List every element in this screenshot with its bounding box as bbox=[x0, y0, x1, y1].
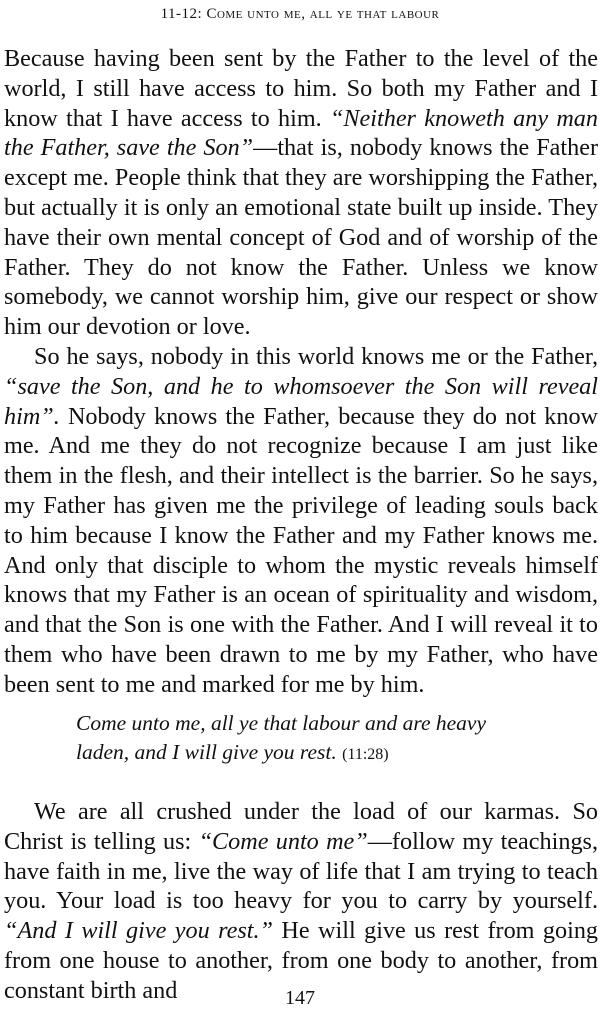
paragraph-1 bbox=[4, 44, 598, 342]
paragraph-3-quote-b: “And I will give you rest.” bbox=[4, 917, 273, 945]
paragraph-1-text-b: —that is, nobody knows the Father except me. People think that they are worshipping the Father, but actually it is only an emotional state built up inside. They have their own mental concept of God and of worship of the Father. They do not know the Father. Unless we know somebody, we cannot worship him, give our respect or show him our devotion or love. bbox=[4, 134, 598, 341]
scripture-quote bbox=[76, 709, 556, 769]
main-text bbox=[4, 44, 598, 700]
paragraph-3-text-a: We are all crushed under the load of our karmas. So Christ is telling us: bbox=[4, 798, 598, 855]
paragraph-2-text-a: So he says, nobody in this world knows me or the Father, bbox=[34, 342, 598, 370]
paragraph-2-text-b: Nobody knows the Father, because they do not know me. And me they do not recognize because I am just like them in the flesh, and their intellect is the barrier. So he says, my Father has given me the privilege of leading souls back to him because I know the Father and my Father knows me. And only that disciple to whom the mystic reveals himself knows that my Father is an ocean of spirituality and wisdom, and that the Son is one with the Father. And I will reveal it to them who have been drawn to me by my Father, who have been sent to me and marked for me by him. bbox=[4, 402, 598, 698]
paragraph-2 bbox=[4, 342, 598, 700]
main-text-continued bbox=[4, 797, 598, 1006]
quote-line-2 bbox=[76, 738, 556, 769]
running-header: 11-12: Come unto me, all ye that labour bbox=[160, 6, 440, 22]
paragraph-3-text-c: He will give us rest from going from one house to another, from one body to another, from constant birth and bbox=[4, 917, 599, 1004]
paragraph-1-text-a: Because having been sent by the Father to the level of the world, I still have access to him. So both my Father and I know that I have access to him. bbox=[4, 45, 598, 132]
quote-reference: (11:28) bbox=[342, 746, 389, 763]
quote-line-1: Come unto me, all ye that labour and are heavy bbox=[76, 711, 487, 735]
paragraph-3-text-b: —follow my teachings, have faith in me, live the way of life that I am trying to teach you. Your load is too heavy for you to carry by yourself. bbox=[4, 827, 598, 915]
paragraph-3-quote-a: “Come unto me” bbox=[198, 827, 368, 855]
page-number: 147 bbox=[285, 987, 315, 1009]
paragraph-1-quote: “Neither knoweth any man the Father, save the Son” bbox=[4, 104, 598, 162]
paragraph-3 bbox=[4, 797, 598, 1006]
quote-line-2-text: laden, and I will give you rest. bbox=[76, 740, 337, 764]
paragraph-2-quote: “save the Son, and he to whomsoever the Son will reveal him”. bbox=[4, 372, 598, 430]
